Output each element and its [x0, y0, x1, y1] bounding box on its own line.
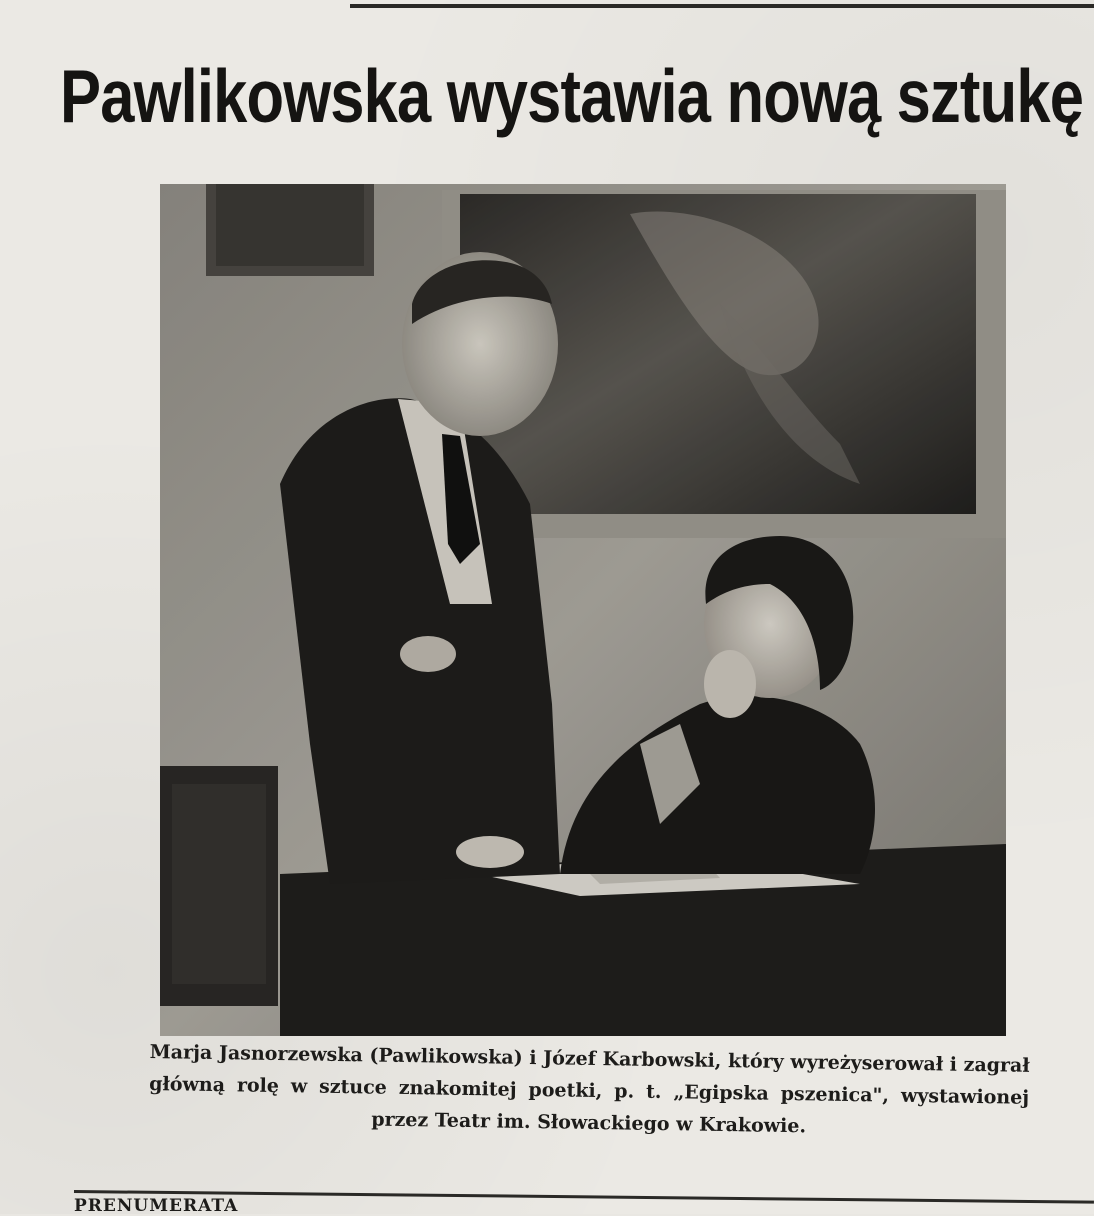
headline: Pawlikowska wystawia nową sztukę	[60, 54, 1084, 138]
photo-illustration	[160, 184, 1006, 1036]
article-photo	[160, 184, 1006, 1036]
top-rule	[350, 4, 1094, 8]
footer-fragment: PRENUMERATA	[74, 1196, 239, 1216]
photo-caption: Marja Jasnorzewska (Pawlikowska) i Józef Karbowski, który wyreżyserował i zagrał główną rolę w sztuce znakomitej poetki, p. t. „Egipska pszenica", wystawionej przez Teatr im. Słowackiego w Krakowie.	[149, 1040, 1030, 1138]
